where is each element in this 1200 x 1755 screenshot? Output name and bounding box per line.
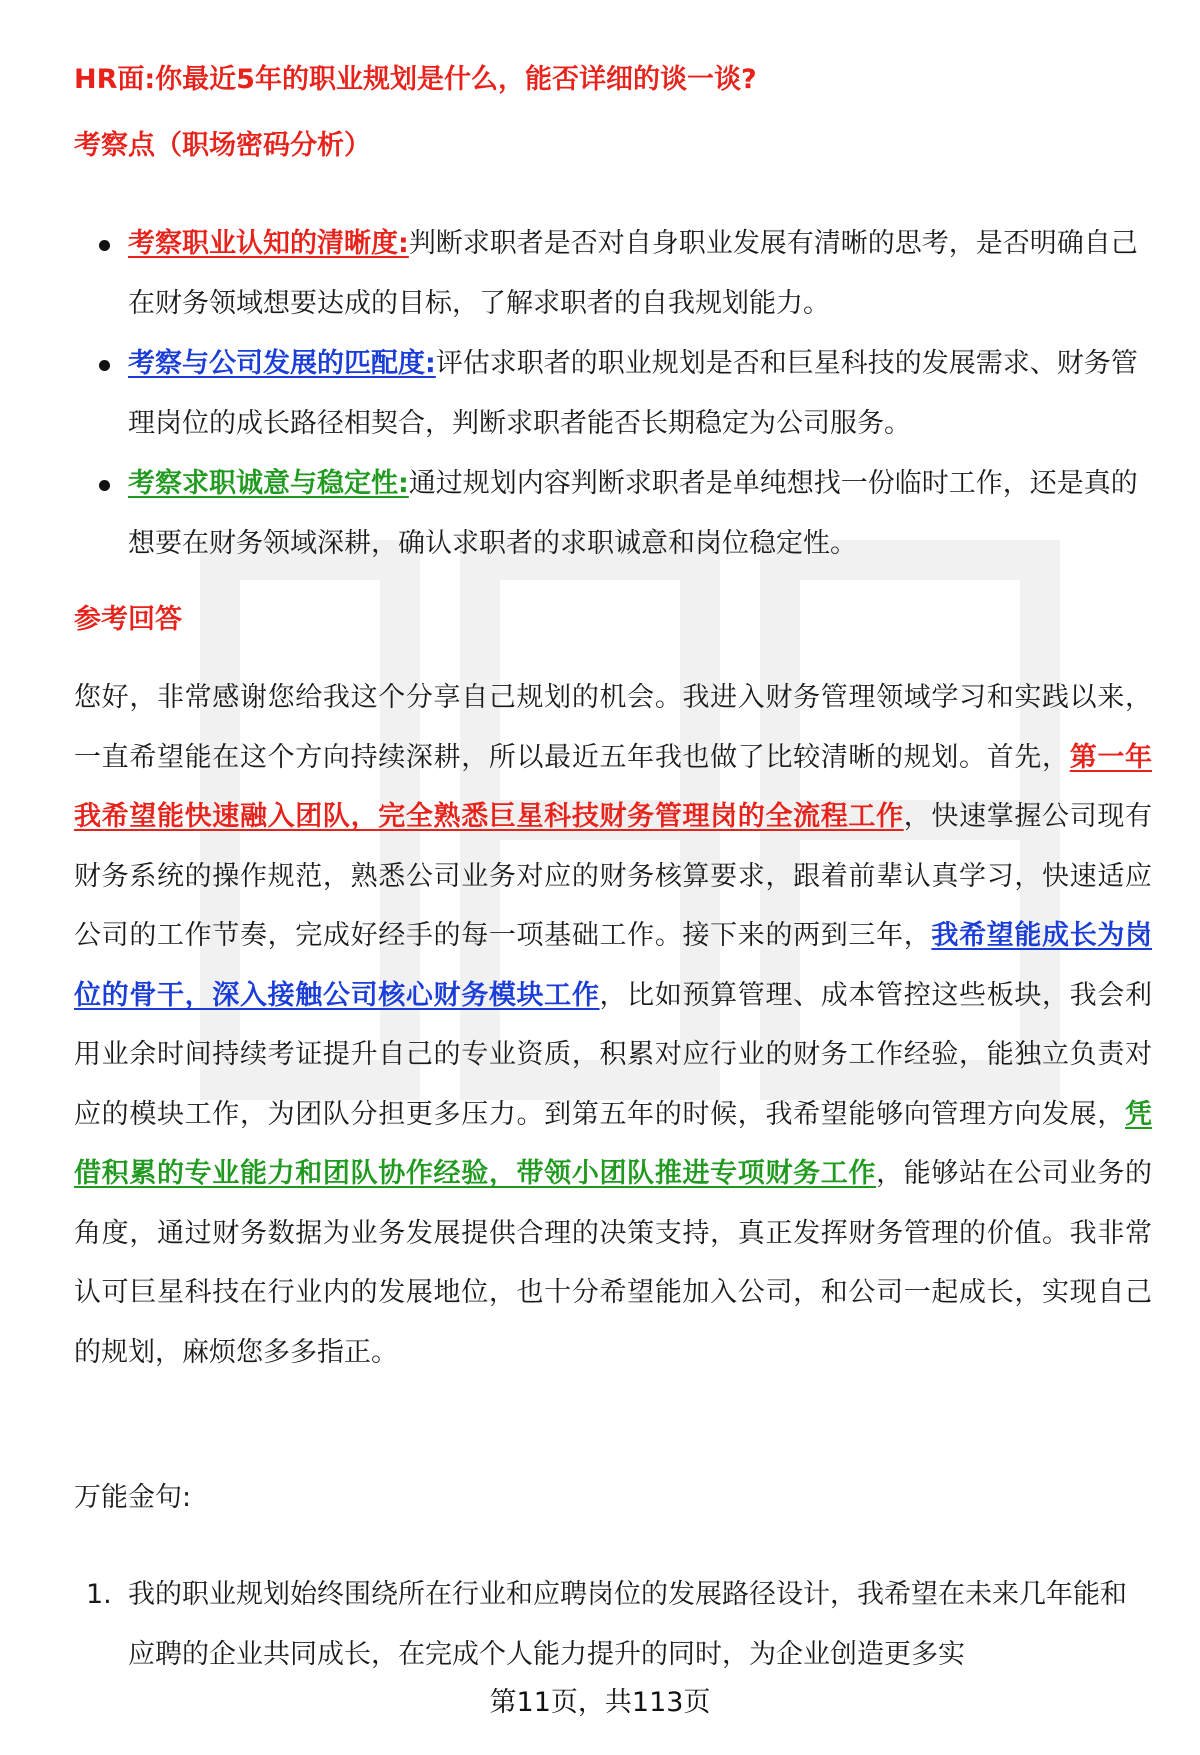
analysis-heading: 考察点（职场密码分析）: [74, 130, 371, 161]
answer-text: ，快速掌握公司现有财务系统的操作规范，熟悉公司业务对应的财务核算要求，跟着前辈认真学习，快速适应公司的工作节奏，完成好经手的每一项基础工作。接下来的两到三年，: [74, 801, 1153, 951]
keyword-clarity: 考察职业认知的清晰度:: [128, 228, 409, 259]
keyword-sincerity: 考察求职诚意与稳定性:: [128, 468, 409, 499]
golden-list: [0, 1565, 1200, 1685]
list-item-text: 我的职业规划始终围绕所在行业和应聘岗位的发展路径设计，我希望在未来几年能和应聘的企业共同成长，在完成个人能力提升的同时，为企业创造更多实: [128, 1579, 1127, 1670]
highlight-years-two-three: 我希望能成长为岗位的骨干，深入接触公司核心财务模块工作: [74, 920, 1153, 1011]
keyword-fit: 考察与公司发展的匹配度:: [128, 348, 436, 379]
list-item: [0, 1565, 1150, 1685]
page-number: 第11页，共113页: [489, 1687, 711, 1718]
bullet-dot-icon: [99, 480, 110, 491]
highlight-year-one: 第一年我希望能快速融入团队，完全熟悉巨星科技财务管理岗的全流程工作: [74, 741, 1153, 832]
list-item: [0, 334, 1150, 454]
reference-answer: [74, 668, 1152, 1382]
highlight-year-five: 凭借积累的专业能力和团队协作经验，带领小团队推进专项财务工作: [74, 1098, 1152, 1189]
bullet-dot-icon: [99, 360, 110, 371]
list-item: [0, 454, 1150, 574]
list-number: 1.: [86, 1579, 112, 1610]
answer-text: 您好，非常感谢您给我这个分享自己规划的机会。我进入财务管理领域学习和实践以来，一直希望能在这个方向持续深耕，所以最近五年我也做了比较清晰的规划。首先，: [74, 682, 1152, 773]
reference-heading: 参考回答: [74, 604, 182, 635]
list-item: [0, 214, 1150, 334]
answer-text: ，比如预算管理、成本管控这些板块，我会利用业余时间持续考证提升自己的专业资质，积累对应行业的财务工作经验，能独立负责对应的模块工作，为团队分担更多压力。到第五年的时候，我希望能够向管理方向发展，: [74, 979, 1152, 1130]
analysis-list: [0, 214, 1200, 574]
list-item-text: 评估求职者的职业规划是否和巨星科技的发展需求、财务管理岗位的成长路径相契合，判断求职者能否长期稳定为公司服务。: [128, 348, 1138, 439]
answer-text: ，能够站在公司业务的角度，通过财务数据为业务发展提供合理的决策支持，真正发挥财务管理的价值。我非常认可巨星科技在行业内的发展地位，也十分希望能加入公司，和公司一起成长，实现自己的规划，麻烦您多多指正。: [74, 1158, 1152, 1368]
question-title: HR面:你最近5年的职业规划是什么，能否详细的谈一谈?: [74, 64, 757, 95]
list-item-text: 判断求职者是否对自身职业发展有清晰的思考，是否明确自己在财务领域想要达成的目标，了解求职者的自我规划能力。: [128, 228, 1138, 319]
list-item-text: 通过规划内容判断求职者是单纯想找一份临时工作，还是真的想要在财务领域深耕，确认求职者的求职诚意和岗位稳定性。: [128, 468, 1138, 559]
golden-heading: 万能金句:: [74, 1482, 192, 1513]
bullet-dot-icon: [99, 240, 110, 251]
